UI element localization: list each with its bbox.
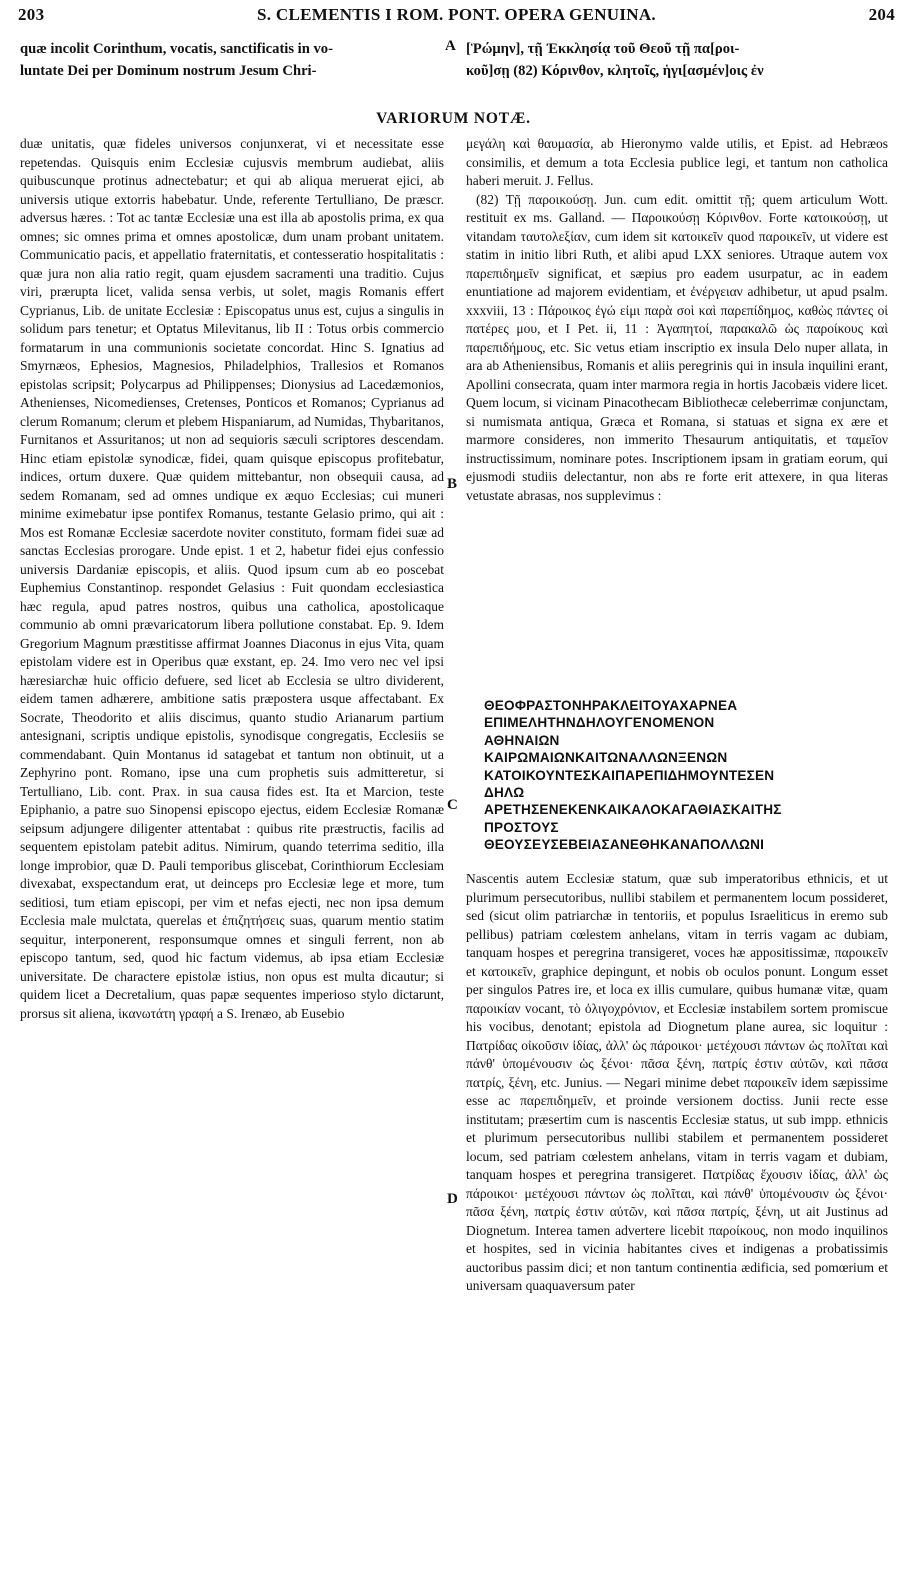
note-paragraph: Nascentis autem Ecclesiæ statum, quæ sub imperatoribus ethnicis, et ut plurimum persecutoribus, nullibi stabilem et permanentem locum possideret, sed (sicut olim patriarchæ in tentoriis, et populus Israeliticus in eremo sub pellibus) patriam cœlestem anhelans, vitam in terris vagam ac dubiam, tanquam hospes et peregrina transigeret, voces hæ appositissimæ, παροικεῖν et κατοικεῖν, graphice depingunt, et nobis ob oculos ponunt. Longum esset per singulos Patres ire, et loca ex illis cumulare, quibus humanæ vitæ, quam παροικίαν vocant, τὸ ὀλιγοχρόνιον, et Ecclesiæ instabilem sortem promiscue his vocibus, denotant; epistola ad Diognetum plane aurea, sic loquitur : Πατρίδας οἰκοῦσιν ἰδίας, ἀλλ' ὡς πάροικοι· μετέχουσι πάντων ὡς πολῖται καὶ πάνθ' ὑπομένουσιν ὡς ξένοι· πᾶσα ξένη, πατρίς ἐστιν αὐτῶν, καὶ πᾶσα πατρίς, ξένη, etc. Junius. — Negari minime debet παροικεῖν idem sæpissime esse ac παρεπιδημεῖν, et proinde versionem doctiss. Junii recte esse institutam; præsertim cum is nascentis Ecclesiæ status, ut sub impp. ethnicis et plurimum persecutoribus nullibi stabilem et permanentem possideret locum, sed patriam cœlestem anhelans, vitam in terris vagam et dubiam, tanquam hospes et peregrina transigeret. Πατρίδας ἔχουσιν ἰδίας, ἀλλ' ὡς πάροικοι· μετέχουσι πάντων ὡς πολῖται, καὶ πάνθ' ὑπομένουσιν ὡς ξένοι· πᾶσα ξένη, πατρίς ἐστιν αὐτῶν, καὶ πᾶσα πατρίς, ξένη, ut ait Justinus ad Diognetum. Interea tamen advertere licebit παροίκους, non modo inquilinos et hospites, sed in vicinia habitantes cives et indigenas a probatissimis auctoribus passim dici; et non tantum continentia ædificia, sed pomœrium et universam quaquaversum pater [466, 871, 888, 1293]
inscription-line: ΔΗΛΩ [484, 785, 525, 801]
inscription-line: ΕΠΙΜΕΛΗΤΗΝΔΗΛΟΥΓΕΝΟΜΕΝΟΝ [484, 715, 715, 731]
section-title: VARIORUM NOTÆ. [376, 110, 531, 127]
notes-left-column [20, 135, 444, 1023]
inscription-line: ΚΑΤΟΙΚΟΥΝΤΕΣΚΑΙΠΑΡΕΠΙΔΗΜΟΥΝΤΕΣΕΝ [484, 767, 775, 783]
margin-letter-b: B [447, 476, 458, 492]
note-paragraph: duæ unitatis, quæ fideles universos conjunxerat, vi et necessitate esse repetendas. Quisquis enim Ecclesiæ cujusvis membrum audiebat, aliis quibuscunque protinus adnectebatur; et qui ab aliqua meruerat ejici, ab universis utique extorris habebatur. Unde, referente Tertulliano, De præscr. adversus hæres. : Tot ac tantæ Ecclesiæ una est illa ab apostolis prima, ex qua omnes; sic omnes prima et omnes apostolicæ, dum unam probant unitatem. Communicatio pacis, et appellatio fraternitatis, et contesseratio hospitalitatis : quæ jura non alia ratio regit, quam ejusdem sacramenti una traditio. Cujus viri, prærupta licet, valida sensa verbis, ut solet, magis Romanis effert Cyprianus, Lib. de unitate Ecclesiæ : Episcopatus unus est, cujus a singulis in solidum pars tenetur; et Optatus Milevitanus, lib II : Totus orbis commercio formatarum in una communionis societate concordat. Hinc S. Ignatius ad Smyrnæos, Ephesios, Magnesios, Philadelphios, Trallesios et Romanos epistolas scripsit; Polycarpus ad Philippenses; Dionysius ad Lacedæmonios, Athenienses, Nicomedienses, Cretenses, Ponticos et Romanos; Cyprianus ad clerum Romanum; clerum et plebem Hispaniarum, ad Numidas, Thybaritanos, Furnitanos et Assuritanos; ut non ad sequioris sæculi scriptores descendam. Hinc etiam epistolæ synodicæ, fidei, quam quisque episcopus profitebatur, indices, ortum duxere. Quæ quidem mittebantur, non obsequii causa, ad sedem Romanam, sed ad omnes undique ex æquo Ecclesias; cui muneri minime eximebatur ipse pontifex Romanus, testante Gelasio primo, qui ait : Mos est Romanæ Ecclesiæ sacerdote noviter constituto, formam fidei suæ ad sanctas Ecclesias prorogare. Unde epist. 1 et 2, habetur fidei ejus confessio universis Dardaniæ episcopis, et aliis. Quod ipsum cum ab eo poscebat Euphemius Constantinop. respondet Gelasius : Fuit quondam ecclesiastica hæc regula, apud patres nostros, quibus una catholica, apostolicaque communio ab omni prævaricatorum libera pollutione constabat. Ep. 9. Idem Gregorium Magnum præstitisse affirmat Joannes Diaconus in ejus Vita, quam epistolam videre est in Operibus quæ exstant, ep. 24. Imo vero nec vel ipsi hæresiarchæ huic officio defuere, sed licet ab Ecclesia se ultro dividerent, eidem tamen adhærere, ambitione satis præpostera usque affectabant. Ex Socrate, Theodorito et aliis discimus, quanto studio Arianarum partium antesignani, scriptis undique epistolis, synodisque congregatis, Ecclesiis se commendabant. Quin Montanus id satagebat et tantum non obtinuit, ut a Zephyrino pont. Romano, ipse una cum prophetis suis admitteretur, si Tertulliano, Lib. cont. Prax. in sua causa fides est. Ita et Marcion, teste Epiphanio, a patre suo Sinopensi episcopo ejectus, eidem Ecclesiæ Romanæ seipsum adjungere diligenter attentabat : quibus rite præstructis, facilis ad sequentem epistolam patebit aditus. Nimirum, quando teterrima seditio, illa longe improbior, quæ D. Pauli temporibus gliscebat, Corinthiorum Ecclesiam divexabat, exspectandum erat, ut deinceps pro Ecclesiæ lege et more, tum seditiosi, tum etiam episcopi, per vim et nefas ejecti, nec non ipsa demum Ecclesia male mulctata, querelas et ἐπιζητήσεις suas, quarum mentio statim sequitur, interponerent, responsumque omnes et singuli ferrent, non ab episcopo tantum, sed, quod hic factum videmus, ab ipsa etiam Ecclesiæ universitate. De charactere epistolæ istius, non opus est multa dicautur; si quidem licet a Decretalium, quas papæ sequentes imperioso stylo dictarunt, prorsus sit aliena, ἱκανωτάτη γραφή a S. Irenæo, ab Eusebio [20, 136, 444, 1021]
inscription-line: ΘΕΟΦΡΑΣΤΟΝΗΡΑΚΛΕΙΤΟΥΑΧΑΡΝΕΑ [484, 698, 738, 713]
margin-letter-c: C [447, 797, 458, 813]
intro-greek-line: κοῦ]σῃ (82) Κόρινθον, κλητοῖς, ἡγι[ασμέν]οις ἐν [466, 63, 764, 79]
intro-greek-text [466, 38, 888, 82]
running-header [18, 5, 895, 33]
note-paragraph: (82) Τῇ παροικούσῃ. Jun. cum edit. omittit τῇ; quem articulum Wott. restituit ex ms. Galland. — Παροικούσῃ Κόρινθον. Forte κατοικούσῃ, ut vitandam ταυτολεξίαν, cum idem sit κατοικεῖν quod παροικεῖν, ut videre est statim in initio libri Ruth, et alibi apud LXX seniores. Utraque autem vox παρεπιδημεῖν significat, et sæpius pro eadem usurpatur, ac in eadem enuntiatione ad majorem evidentiam, et ἐνέργειαν adhibetur, ut apud psalm. xxxviii, 13 : Πάροικος ἐγώ εἰμι παρὰ σοὶ καὶ παρεπίδημος, καθὼς πάντες οἱ πατέρες μου, et I Pet. ii, 11 : Ἀγαπητοί, παρακαλῶ ὡς παροίκους καὶ παρεπιδήμους, etc. Sic vetus etiam inscriptio ex insula Delo nuper allata, in ara ab Atheniensibus, Romanis et aliis peregrinis qui in insula inquilini erant, Apollini consecrata, quam inter marmora regia in hortis Jacobæis videre licet. Quem locum, si vicinam Pinacothecam Bibliothecæ celeberrimæ conjunctam, si numismata antiqua, Græca et Romana, si statuas et signa ex ære et marmore consideres, non immerito Thesaurum antiquitatis, et ταμεῖον instructissimum, nominare potes. Inscriptionem ipsam in gratiam eorum, qui ejusmodi studiis delectantur, non abs re forte erit attexere, in qua literas vetustate abrasas, nos supplevimus : [466, 191, 888, 503]
intro-latin-text [20, 38, 444, 82]
running-title: S. CLEMENTIS I ROM. PONT. OPERA GENUINA. [257, 5, 656, 24]
inscription-line: ΑΡΕΤΗΣΕΝΕΚΕΝΚΑΙΚΑΛΟΚΑΓΑΘΙΑΣΚΑΙΤΗΣ [484, 802, 782, 818]
margin-letter-a: A [445, 38, 456, 54]
notes-right-column-bottom [466, 870, 888, 1296]
page-number-left: 203 [18, 5, 45, 24]
inscription-line: ΠΡΟΣΤΟΥΣ [484, 819, 559, 835]
inscription-line: ΑΘΗΝΑΙΩΝ [484, 732, 560, 748]
inscription-line: ΚΑΙΡΩΜΑΙΩΝΚΑΙΤΩΝΑΛΛΩΝΞΕΝΩΝ [484, 750, 728, 766]
note-paragraph: μεγάλη καὶ θαυμασία, ab Hieronymo valde utilis, et Epist. ad Hebræos consimilis, et demum a tota Ecclesia publice legi, et tantum non catholica haberi meruit. J. Fellus. [466, 136, 888, 188]
intro-greek-line: [Ῥώμην], τῇ Ἐκκλησίᾳ τοῦ Θεοῦ τῇ πα[ροι- [466, 41, 740, 57]
notes-right-column-top [466, 135, 888, 505]
greek-inscription [484, 697, 888, 854]
intro-latin-line: luntate Dei per Dominum nostrum Jesum Chri- [20, 63, 317, 79]
intro-latin-line: quæ incolit Corinthum, vocatis, sanctificatis in vo- [20, 41, 333, 57]
page-number-right: 204 [868, 5, 895, 24]
margin-letter-d: D [447, 1191, 458, 1207]
inscription-line: ΘΕΟΥΣΕΥΣΕΒΕΙΑΣΑΝΕΘΗΚΑΝΑΠΟΛΛΩΝΙ [484, 837, 765, 853]
